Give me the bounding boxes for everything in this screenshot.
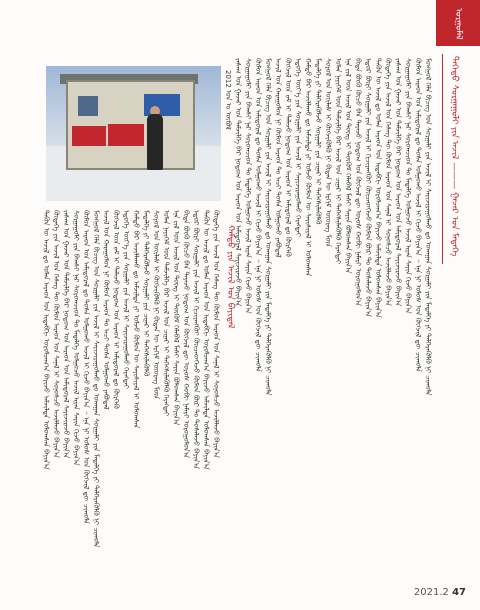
text-column: ᠬᠦᠳᠡᠭᠡ ᠶᠢᠨ ᠠᠵᠢᠯ ᠤᠨ ᠬᠡᠰᠡᠭ ᠲᠦ ᠬᠦᠮᠦᠨ ᠠᠷᠠᠳ ᠤᠨ ᠰᠠᠨᠠᠯ ᠢ ᠰᠣᠨᠣᠰᠴᠤ ᠠᠵᠢᠯᠯᠠᠵᠤ ᠪᠠᠶᠢᠨ᠎ᠠ — [52, 210, 60, 458]
page-number: 47 — [452, 587, 466, 598]
text-column: ᠡᠳᠦᠭᠡ ᠦᠶ᠎ᠡ ᠶᠢᠨ ᠰᠤᠷᠭᠠᠯᠢ ᠶᠢᠨ ᠠᠵᠢᠯ ᠢ ᠰᠠᠶᠢᠵᠢᠷᠠᠭᠤᠯᠬᠤ ᠬᠡᠷᠡᠭᠲᠡᠢ — [122, 210, 130, 389]
text-column: ᠵᠠᠰᠠᠭ ᠤᠨ ᠭᠠᠵᠠᠷ ᠤᠨ ᠳᠡᠮᠵᠢᠯᠭᠡ ᠪᠡᠷ ᠨᠤᠲᠤᠭ ᠤᠨ ᠠᠷᠠᠳ ᠤᠨ ᠠᠮᠢᠳᠤᠷᠠᠯ ᠰᠠᠶᠢᠵᠢᠷᠠᠵᠤ ᠪᠠᠶᠢᠨ᠎ᠠ — [394, 58, 402, 307]
text-column: ᠪᠢᠳᠡ ᠪᠦᠬᠦ ᠬᠦᠴᠦ ᠪᠡᠨ ᠳᠠᠶᠠᠵᠤ ᠨᠤᠲᠤᠭ ᠤᠨ ᠬᠦᠭᠵᠢᠯ ᠳᠦ ᠤᠷᠤᠰ ᠬᠤᠪᠢ ᠨᠡᠮᠡᠷᠢ ᠣᠷᠤᠭᠤᠯᠤᠨ᠎ᠠ — [182, 210, 190, 458]
text-column: ᠡᠨᠡ ᠵᠢᠯ ᠦᠨ ᠠᠵᠢᠯ ᠤᠨ ᠳᠦᠩ ᠢ ᠳᠦᠭᠦᠮ ᠬᠡᠯᠡᠪᠡᠯ ᠮᠠᠰᠢ ᠰᠠᠶᠢᠨ ᠪᠣᠯᠤᠭᠰᠠᠨ ᠪᠠᠶᠢᠨ᠎ᠠ — [172, 210, 180, 426]
photo-red-banner — [108, 124, 144, 146]
text-column: ᠲᠡᠭᠦᠨ ᠦ ᠠᠵᠢᠯ ᠳᠤ ᠣᠯᠠᠨ ᠠᠷᠠᠳ ᠤᠨ ᠢᠳᠡᠪᠬᠢ ᠣᠷᠤᠯᠴᠠᠭ᠎ᠠ ᠪᠠᠶᠢᠵᠤ ᠠᠮᠵᠢᠯᠲᠠ ᠣᠯᠤᠭᠰᠠᠨ ᠪᠠᠶᠢᠨ᠎ᠠ — [202, 210, 210, 470]
text-column: ᠬᠠᠮᠲᠤ ᠪᠡᠷ ᠠᠵᠢᠯᠯᠠᠬᠤ ᠳᠤ ᠠᠮᠵᠢᠯᠲᠠ ᠶᠢ ᠣᠯᠵᠤ ᠬᠦᠮᠦᠨ ᠦ ᠰᠠᠶᠢᠰᠢᠶᠠᠯ ᠢ ᠣᠯᠤᠭᠰᠠᠨ — [304, 58, 312, 277]
text-column: ᠵᠠᠰᠠᠭ ᠤᠨ ᠭᠠᠵᠠᠷ ᠤᠨ ᠳᠡᠮᠵᠢᠯᠭᠡ ᠪᠡᠷ ᠨᠤᠲᠤᠭ ᠤᠨ ᠠᠷᠠᠳ ᠤᠨ ᠠᠮᠢᠳᠤᠷᠠᠯ ᠰᠠᠶᠢᠵᠢᠷᠠᠵᠤ ᠪᠠᠶᠢᠨ᠎ᠠ — [62, 210, 70, 459]
photo-red-banner — [72, 126, 106, 146]
text-column: ᠬᠦᠮᠦᠨ ᠠᠷᠠᠳ ᠤᠨ ᠠᠮᠢᠳᠤᠷᠠᠯ ᠳᠤ ᠲᠤᠰᠠ ᠣᠯᠭᠤᠬᠤ ᠠᠵᠢᠯ ᠢ ᠬᠢᠵᠦ ᠪᠠᠶᠢᠨ᠎ᠠ ᠃ ᠡᠨᠡ ᠨᠢ ᠤᠯᠤᠰ ᠤᠨ ᠬᠦᠭᠵᠢᠯ ᠳᠦ ᠴᠢᠬᠤᠯᠠ — [254, 58, 262, 372]
text-column: ᠬᠦᠳᠡᠭᠡ ᠶᠢᠨ ᠠᠵᠢᠯ ᠤᠨ ᠬᠡᠰᠡᠭ ᠲᠦ ᠬᠦᠮᠦᠨ ᠠᠷᠠᠳ ᠤᠨ ᠰᠠᠨᠠᠯ ᠢ ᠰᠣᠨᠣᠰᠴᠤ ᠠᠵᠢᠯᠯᠠᠵᠤ ᠪᠠᠶᠢᠨ᠎ᠠ — [384, 58, 392, 306]
text-column: ᠮᠣᠩᠭᠣᠯ ᠬᠡᠯᠡ ᠪᠢᠴᠢᠭ ᠤᠨ ᠰᠤᠷᠭᠠᠯᠢ ᠶᠢᠨ ᠠᠵᠢᠯ ᠢ ᠰᠠᠶᠢᠵᠢᠷᠠᠭᠤᠯᠬᠤ ᠳᠤ ᠤᠬᠠᠭᠠᠨ ᠰᠤᠷᠭᠠᠯᠢ ᠶᠢᠨ ᠮᠡᠳᠡᠯᠭᠡ ᠶᠢ ᠳᠡᠯᠭᠡᠷᠡᠭᠦᠯᠬᠦ ᠨᠢ ᠴᠢᠬᠤᠯᠠ — [92, 210, 100, 548]
text-column: ᠡᠳᠦᠭᠡ ᠦᠶ᠎ᠡ ᠶᠢᠨ ᠰᠤᠷᠭᠠᠯᠢ ᠶᠢᠨ ᠠᠵᠢᠯ ᠢ ᠰᠠᠶᠢᠵᠢᠷᠠᠭᠤᠯᠬᠤ ᠬᠡᠷᠡᠭᠲᠡᠢ — [294, 58, 302, 237]
text-column: ᠣᠯᠠᠨ ᠨᠡᠶᠢᠭᠡᠮ ᠦᠨ ᠳᠡᠮᠵᠢᠯᠭᠡ ᠪᠡᠷ ᠠᠵᠢᠯ ᠤᠨ ᠴᠢᠨᠠᠷ ᠢ ᠳᠡᠭᠡᠭᠰᠢᠯᠡᠭᠦᠯᠬᠦ ᠬᠡᠷᠡᠭᠲᠡᠢ — [162, 210, 170, 417]
text-column: ᠬᠦᠳᠡᠭᠡ ᠶᠢᠨ ᠠᠵᠢᠯ ᠤᠨ ᠬᠡᠰᠡᠭ ᠲᠦ ᠬᠦᠮᠦᠨ ᠠᠷᠠᠳ ᠤᠨ ᠰᠠᠨᠠᠯ ᠢ ᠰᠣᠨᠣᠰᠴᠤ ᠠᠵᠢᠯᠯᠠᠵᠤ ᠪᠠᠶᠢᠨ᠎ᠠ — [212, 210, 220, 458]
text-column: ᠰᠤᠷᠭᠠᠭᠤᠯᠢ ᠶᠢᠨ ᠪᠠᠭᠰᠢ ᠨᠠᠷ ᠰᠤᠷᠤᠭᠴᠢᠳ ᠲᠤ ᠮᠡᠳᠡᠯᠭᠡ ᠣᠯᠭᠤᠵᠤ ᠠᠵᠢᠯ ᠢᠶᠠᠨ ᠰᠠᠶᠢᠨ ᠬᠢᠵᠦ ᠪᠠᠶᠢᠨ᠎ᠠ — [72, 210, 80, 466]
photo-booth-window — [78, 96, 98, 116]
page-footer — [414, 587, 466, 598]
header-title: ᠳᠡᠭᠡᠳᠦ ᠰᠤᠷᠭᠠᠭᠤᠯᠢ ᠶᠢᠨ ᠠᠵᠢᠯ ——— ᠭᠠᠵᠠᠷ ᠤᠨ ᠮᠡᠳᠡᠭᠡ — [449, 56, 459, 257]
text-column: ᠮᠣᠩᠭᠣᠯ ᠬᠡᠯᠡ ᠪᠢᠴᠢᠭ ᠤᠨ ᠰᠤᠷᠭᠠᠯᠢ ᠶᠢᠨ ᠠᠵᠢᠯ ᠢ ᠰᠠᠶᠢᠵᠢᠷᠠᠭᠤᠯᠬᠤ ᠳᠤ ᠤᠬᠠᠭᠠᠨ ᠰᠤᠷᠭᠠᠯᠢ ᠶᠢᠨ ᠮᠡᠳᠡᠯᠭᠡ ᠶᠢ ᠳᠡᠯᠭᠡᠷᠡᠭᠦᠯᠬᠦ ᠨᠢ ᠴᠢᠬᠤᠯᠠ — [264, 58, 272, 396]
section-banner-label: ᠤᠷᠭᠤᠮᠠᠯ — [453, 8, 463, 40]
text-column: ᠰᠤᠷᠭᠠᠭᠤᠯᠢ ᠶᠢᠨ ᠪᠠᠭᠰᠢ ᠨᠠᠷ ᠰᠤᠷᠤᠭᠴᠢᠳ ᠲᠤ ᠮᠡᠳᠡᠯᠭᠡ ᠣᠯᠭᠤᠵᠤ ᠠᠵᠢᠯ ᠢᠶᠠᠨ ᠰᠠᠶᠢᠨ ᠬᠢᠵᠦ ᠪᠠᠶᠢᠨ᠎ᠠ — [404, 58, 412, 314]
issue-date: 2021.2 — [413, 587, 449, 598]
text-column: ᠮᠡᠳᠡᠯᠭᠡ ᠶᠢ ᠳᠡᠯᠭᠡᠷᠡᠭᠦᠯᠵᠦ ᠰᠤᠷᠭᠠᠯᠢ ᠶᠢᠨ ᠴᠢᠨᠠᠷ ᠢ ᠳᠡᠭᠡᠭᠰᠢᠯᠡᠭᠦᠯᠬᠦ — [314, 58, 322, 225]
text-column: ᠪᠢᠳᠡ ᠪᠦᠬᠦ ᠬᠦᠴᠦ ᠪᠡᠨ ᠳᠠᠶᠠᠵᠤ ᠨᠤᠲᠤᠭ ᠤᠨ ᠬᠦᠭᠵᠢᠯ ᠳᠦ ᠤᠷᠤᠰ ᠬᠤᠪᠢ ᠨᠡᠮᠡᠷᠢ ᠣᠷᠤᠭᠤᠯᠤᠨ᠎ᠠ — [354, 58, 362, 306]
photo-booth-in-snow — [46, 66, 221, 201]
text-column: ᠣᠯᠠᠨ ᠨᠡᠶᠢᠭᠡᠮ ᠦᠨ ᠳᠡᠮᠵᠢᠯᠭᠡ ᠪᠡᠷ ᠠᠵᠢᠯ ᠤᠨ ᠴᠢᠨᠠᠷ ᠢ ᠳᠡᠭᠡᠭᠰᠢᠯᠡᠭᠦᠯᠬᠦ ᠬᠡᠷᠡᠭᠲᠡᠢ — [334, 58, 342, 265]
text-column: ᠬᠦᠮᠦᠨ ᠠᠷᠠᠳ ᠤᠨ ᠠᠮᠢᠳᠤᠷᠠᠯ ᠳᠤ ᠲᠤᠰᠠ ᠣᠯᠭᠤᠬᠤ ᠠᠵᠢᠯ ᠢ ᠬᠢᠵᠦ ᠪᠠᠶᠢᠨ᠎ᠠ ᠃ ᠡᠨᠡ ᠨᠢ ᠤᠯᠤᠰ ᠤᠨ ᠬᠦᠭᠵᠢᠯ ᠳᠦ ᠴᠢᠬᠤᠯᠠ — [414, 58, 422, 372]
text-column: ᠰᠣᠶᠣᠯ ᠤᠨ ᠦᠢᠯᠡᠰ ᠢ ᠬᠥᠭᠵᠢᠭᠦᠯᠬᠦ ᠨᠢ ᠪᠢᠳᠡᠨ ᠦ ᠡᠷᠬᠢᠮ ᠦᠦᠷᠡᠭ ᠮᠥᠨ — [152, 210, 160, 400]
section-heading: ᠬᠠᠮᠲᠤ ᠶᠢᠨ ᠠᠵᠢᠯ ᠤᠨ ᠪᠠᠶᠢᠳᠠᠯ — [225, 225, 235, 329]
text-column: ᠵᠠᠰᠠᠭ ᠤᠨ ᠭᠠᠵᠠᠷ ᠤᠨ ᠳᠡᠮᠵᠢᠯᠭᠡ ᠪᠡᠷ ᠨᠤᠲᠤᠭ ᠤᠨ ᠠᠷᠠᠳ ᠤᠨ ᠠᠮᠢᠳᠤᠷᠠᠯ ᠰᠠᠶᠢᠵᠢᠷᠠᠵᠤ ᠪᠠᠶᠢᠨ᠎ᠠ — [234, 58, 242, 307]
text-column: ᠮᠣᠩᠭᠣᠯ ᠬᠡᠯᠡ ᠪᠢᠴᠢᠭ ᠤᠨ ᠰᠤᠷᠭᠠᠯᠢ ᠶᠢᠨ ᠠᠵᠢᠯ ᠢ ᠰᠠᠶᠢᠵᠢᠷᠠᠭᠤᠯᠬᠤ ᠳᠤ ᠤᠬᠠᠭᠠᠨ ᠰᠤᠷᠭᠠᠯᠢ ᠶᠢᠨ ᠮᠡᠳᠡᠯᠭᠡ ᠶᠢ ᠳᠡᠯᠭᠡᠷᠡᠭᠦᠯᠬᠦ ᠨᠢ ᠴᠢᠬᠤᠯᠠ — [424, 58, 432, 396]
text-column: ᠡᠳᠦᠷ ᠪᠦᠷᠢ ᠰᠤᠷᠭᠠᠯᠢ ᠶᠢᠨ ᠠᠵᠢᠯ ᠢ ᠬᠢᠴᠢᠶᠡᠩᠭᠦᠢ ᠭᠦᠢᠴᠡᠳᠭᠡᠵᠦ ᠬᠦᠮᠦᠨ ᠪᠦᠷ ᠲᠤ ᠲᠤᠰᠠᠯᠠᠵᠤ ᠪᠠᠶᠢᠨ᠎ᠠ — [364, 58, 372, 317]
text-column: ᠬᠥᠭᠵᠢᠯ ᠦᠨ ᠵᠠᠮ ᠢ ᠲᠡᠯᠡᠵᠦ ᠨᠤᠲᠤᠭ ᠤᠨ ᠠᠷᠠᠳ ᠢ ᠠᠮᠢᠳᠤᠷᠠᠯ ᠳᠤ ᠬᠦᠷᠭᠡᠬᠦ — [112, 210, 120, 409]
text-column: ᠮᠡᠳᠡᠯᠭᠡ ᠶᠢ ᠳᠡᠯᠭᠡᠷᠡᠭᠦᠯᠵᠦ ᠰᠤᠷᠭᠠᠯᠢ ᠶᠢᠨ ᠴᠢᠨᠠᠷ ᠢ ᠳᠡᠭᠡᠭᠰᠢᠯᠡᠭᠦᠯᠬᠦ — [142, 210, 150, 377]
photo-person — [147, 114, 163, 170]
text-column: ᠬᠠᠮᠲᠤ ᠪᠡᠷ ᠠᠵᠢᠯᠯᠠᠬᠤ ᠳᠤ ᠠᠮᠵᠢᠯᠲᠠ ᠶᠢ ᠣᠯᠵᠤ ᠬᠦᠮᠦᠨ ᠦ ᠰᠠᠶᠢᠰᠢᠶᠠᠯ ᠢ ᠣᠯᠤᠭᠰᠠᠨ — [132, 210, 140, 429]
header-rule — [442, 54, 443, 264]
text-column: ᠠᠵᠢᠯ ᠤᠨ ᠬᠠᠷᠠᠭᠤᠯᠤᠨ ᠨᠢ ᠬᠦᠮᠦᠨ ᠠᠷᠠᠳ ᠲᠤ ᠠᠴᠢ ᠲᠤᠰᠠ ᠣᠯᠭᠤᠬᠤ ᠶᠠᠪᠤᠳᠠᠯ — [102, 210, 110, 410]
text-column: ᠬᠦᠮᠦᠨ ᠠᠷᠠᠳ ᠤᠨ ᠠᠮᠢᠳᠤᠷᠠᠯ ᠳᠤ ᠲᠤᠰᠠ ᠣᠯᠭᠤᠬᠤ ᠠᠵᠢᠯ ᠢ ᠬᠢᠵᠦ ᠪᠠᠶᠢᠨ᠎ᠠ ᠃ ᠡᠨᠡ ᠨᠢ ᠤᠯᠤᠰ ᠤᠨ ᠬᠦᠭᠵᠢᠯ ᠳᠦ ᠴᠢᠬᠤᠯᠠ — [82, 210, 90, 524]
text-column: ᠡᠳᠦᠷ ᠪᠦᠷᠢ ᠰᠤᠷᠭᠠᠯᠢ ᠶᠢᠨ ᠠᠵᠢᠯ ᠢ ᠬᠢᠴᠢᠶᠡᠩᠭᠦᠢ ᠭᠦᠢᠴᠡᠳᠭᠡᠵᠦ ᠬᠦᠮᠦᠨ ᠪᠦᠷ ᠲᠤ ᠲᠤᠰᠠᠯᠠᠵᠤ ᠪᠠᠶᠢᠨ᠎ᠠ — [192, 210, 200, 469]
text-column: ᠠᠵᠢᠯ ᠤᠨ ᠬᠠᠷᠠᠭᠤᠯᠤᠨ ᠨᠢ ᠬᠦᠮᠦᠨ ᠠᠷᠠᠳ ᠲᠤ ᠠᠴᠢ ᠲᠤᠰᠠ ᠣᠯᠭᠤᠬᠤ ᠶᠠᠪᠤᠳᠠᠯ — [274, 58, 282, 258]
text-column: ᠰᠣᠶᠣᠯ ᠤᠨ ᠦᠢᠯᠡᠰ ᠢ ᠬᠥᠭᠵᠢᠭᠦᠯᠬᠦ ᠨᠢ ᠪᠢᠳᠡᠨ ᠦ ᠡᠷᠬᠢᠮ ᠦᠦᠷᠡᠭ ᠮᠥᠨ — [324, 58, 332, 248]
text-column: ᠰᠤᠷᠭᠠᠭᠤᠯᠢ ᠶᠢᠨ ᠪᠠᠭᠰᠢ ᠨᠠᠷ ᠰᠤᠷᠤᠭᠴᠢᠳ ᠲᠤ ᠮᠡᠳᠡᠯᠭᠡ ᠣᠯᠭᠤᠵᠤ ᠠᠵᠢᠯ ᠢᠶᠠᠨ ᠰᠠᠶᠢᠨ ᠬᠢᠵᠦ ᠪᠠᠶᠢᠨ᠎ᠠ — [244, 58, 252, 314]
photo-caption: 2012 ᠣᠨ ᠤ ᠦᠪᠦᠯ — [224, 70, 232, 130]
text-column: ᠲᠡᠭᠦᠨ ᠦ ᠠᠵᠢᠯ ᠳᠤ ᠣᠯᠠᠨ ᠠᠷᠠᠳ ᠤᠨ ᠢᠳᠡᠪᠬᠢ ᠣᠷᠤᠯᠴᠠᠭ᠎ᠠ ᠪᠠᠶᠢᠵᠤ ᠠᠮᠵᠢᠯᠲᠠ ᠣᠯᠤᠭᠰᠠᠨ ᠪᠠᠶᠢᠨ᠎ᠠ — [42, 210, 50, 470]
text-column: ᠡᠨᠡ ᠵᠢᠯ ᠦᠨ ᠠᠵᠢᠯ ᠤᠨ ᠳᠦᠩ ᠢ ᠳᠦᠭᠦᠮ ᠬᠡᠯᠡᠪᠡᠯ ᠮᠠᠰᠢ ᠰᠠᠶᠢᠨ ᠪᠣᠯᠤᠭᠰᠠᠨ ᠪᠠᠶᠢᠨ᠎ᠠ — [344, 58, 352, 274]
text-column: ᠬᠥᠭᠵᠢᠯ ᠦᠨ ᠵᠠᠮ ᠢ ᠲᠡᠯᠡᠵᠦ ᠨᠤᠲᠤᠭ ᠤᠨ ᠠᠷᠠᠳ ᠢ ᠠᠮᠢᠳᠤᠷᠠᠯ ᠳᠤ ᠬᠦᠷᠭᠡᠬᠦ — [284, 58, 292, 257]
text-column: ᠲᠡᠭᠦᠨ ᠦ ᠠᠵᠢᠯ ᠳᠤ ᠣᠯᠠᠨ ᠠᠷᠠᠳ ᠤᠨ ᠢᠳᠡᠪᠬᠢ ᠣᠷᠤᠯᠴᠠᠭ᠎ᠠ ᠪᠠᠶᠢᠵᠤ ᠠᠮᠵᠢᠯᠲᠠ ᠣᠯᠤᠭᠰᠠᠨ ᠪᠠᠶᠢᠨ᠎ᠠ — [374, 58, 382, 318]
